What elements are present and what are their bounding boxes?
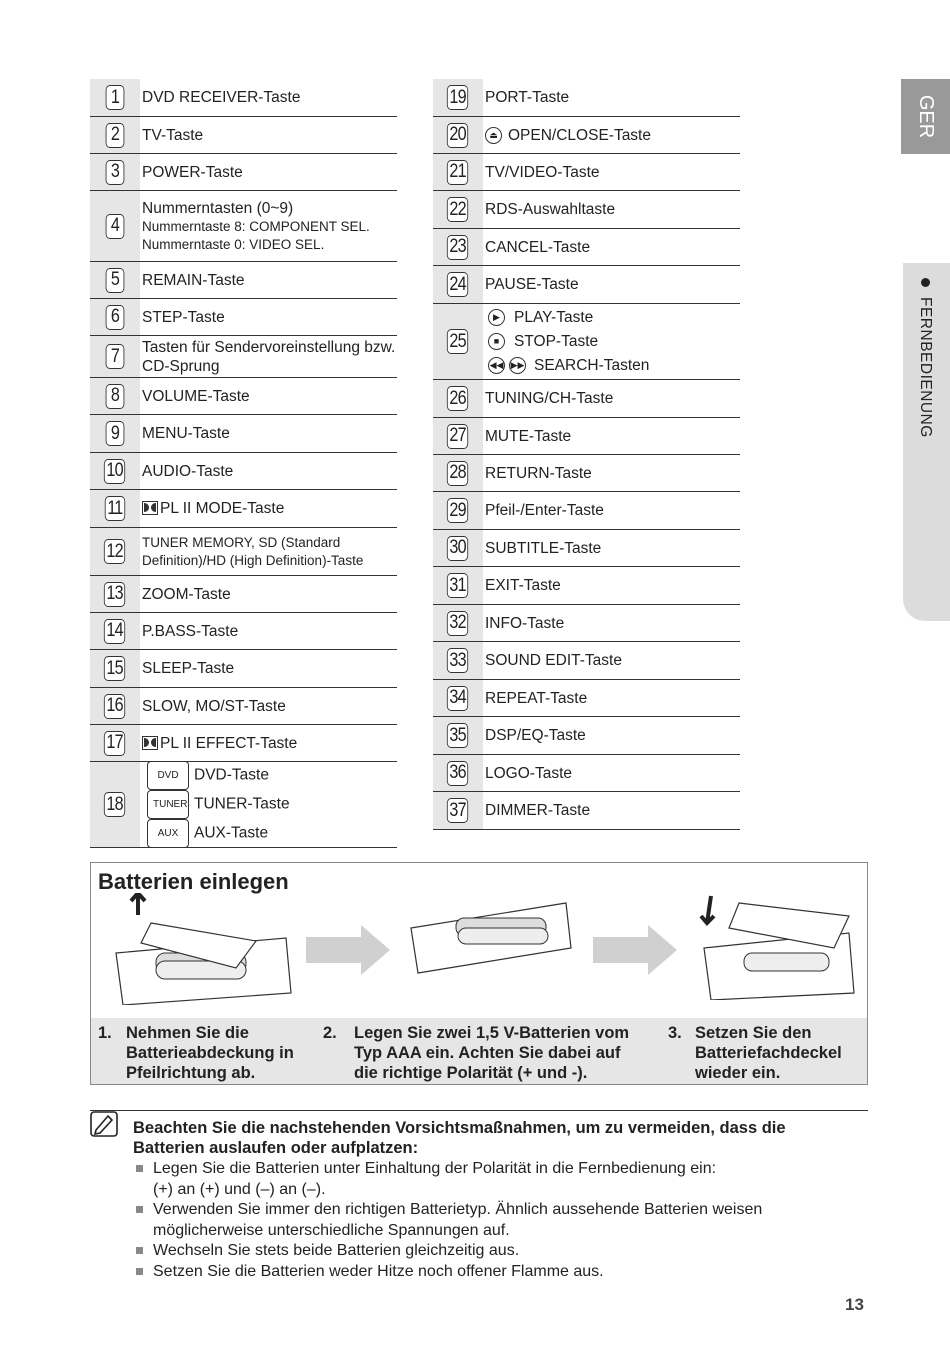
item-label: TV/VIDEO-Taste	[485, 163, 600, 181]
item-label: SOUND EDIT-Taste	[485, 652, 622, 669]
list-item	[90, 762, 397, 848]
list-item	[433, 455, 740, 492]
list-item	[90, 262, 397, 299]
item-label: SUBTITLE-Taste	[485, 539, 602, 557]
item-label: MENU-Taste	[142, 425, 230, 442]
item-label: DSP/EQ-Taste	[485, 727, 586, 744]
step-number: 2.	[323, 1024, 337, 1042]
item-number: 3	[106, 160, 125, 185]
list-item: Wechseln Sie stets beide Batterien gleichzeitig aus.	[133, 1241, 823, 1262]
item-label: PLAY-Taste	[514, 308, 594, 326]
item-label: MUTE-Taste	[485, 427, 572, 445]
item-number: 6	[106, 305, 125, 330]
list-item	[433, 492, 740, 530]
item-label: Nummerntasten (0~9)	[142, 199, 294, 217]
list-item	[433, 530, 740, 567]
list-item	[433, 418, 740, 455]
item-number: 15	[104, 656, 125, 681]
list-item	[433, 79, 740, 117]
note-section	[90, 1110, 868, 1280]
note-bullet-list	[133, 1159, 823, 1282]
language-tab-label: GER	[915, 94, 937, 139]
list-item	[90, 725, 397, 762]
list-item	[90, 191, 397, 262]
stop-icon: ■	[488, 333, 505, 350]
section-tab-label: FERNBEDIENUNG	[917, 297, 934, 438]
bullet-dot-icon	[921, 278, 930, 287]
item-number: 13	[104, 582, 125, 607]
item-label: DVD-Taste	[194, 766, 269, 784]
item-label: CD-Sprung	[142, 357, 220, 375]
rewind-icon: ◀◀	[488, 357, 505, 374]
list-item	[433, 117, 740, 154]
list-item	[433, 717, 740, 755]
item-number: 17	[104, 731, 125, 756]
item-label: POWER-Taste	[142, 163, 243, 181]
item-label: EXIT-Taste	[485, 577, 561, 594]
item-label: LOGO-Taste	[485, 764, 572, 782]
item-number: 28	[447, 461, 468, 486]
item-label: ZOOM-Taste	[142, 585, 231, 603]
item-number: 23	[447, 235, 468, 260]
list-item	[90, 576, 397, 613]
item-label: SLOW, MO/ST-Taste	[142, 697, 286, 715]
item-label: SEARCH-Tasten	[534, 356, 650, 374]
note-pencil-icon	[90, 1111, 118, 1137]
item-label: Definition)/HD (High Definition)-Taste	[142, 552, 364, 568]
item-number: 4	[106, 214, 125, 239]
item-number: 26	[447, 386, 468, 411]
item-number: 36	[447, 761, 468, 786]
item-label: REMAIN-Taste	[142, 271, 245, 289]
battery-section-title: Batterien einlegen	[98, 869, 289, 894]
list-item	[433, 191, 740, 229]
item-number: 8	[106, 384, 125, 409]
item-label: REPEAT-Taste	[485, 689, 588, 707]
item-number: 29	[447, 498, 468, 523]
list-item	[90, 453, 397, 490]
item-sublabel: Nummerntaste 8: COMPONENT SEL.	[142, 218, 370, 234]
tuner-key-icon: TUNER	[147, 790, 189, 819]
dolby-icon	[142, 736, 158, 750]
list-item	[433, 605, 740, 642]
step-item	[316, 1018, 661, 1084]
item-sublabel: Nummerntaste 0: VIDEO SEL.	[142, 236, 325, 252]
fast-forward-icon: ▶▶	[509, 357, 526, 374]
list-item	[90, 415, 397, 453]
list-item	[90, 154, 397, 191]
list-item	[433, 567, 740, 605]
item-number: 21	[447, 160, 468, 185]
item-number: 31	[447, 573, 468, 598]
step-text: Legen Sie zwei 1,5 V-Batterien vom Typ AAA ein. Achten Sie dabei auf die richtige Polarität (+ und -).	[354, 1024, 630, 1082]
list-item	[433, 229, 740, 266]
list-item	[90, 79, 397, 117]
item-label: RDS-Auswahltaste	[485, 201, 616, 218]
item-number: 11	[105, 496, 125, 521]
list-item	[90, 688, 397, 725]
item-number: 16	[104, 694, 125, 719]
arrow-right-icon	[306, 925, 390, 975]
item-label: P.BASS-Taste	[142, 622, 239, 640]
item-number: 30	[447, 536, 468, 561]
item-label: AUX-Taste	[194, 824, 269, 842]
section-tab	[903, 263, 950, 621]
remote-open-cover-illustration	[111, 893, 301, 1005]
item-number: 9	[106, 421, 125, 446]
play-icon: ▶	[488, 309, 505, 326]
item-number: 12	[104, 539, 125, 564]
aux-key-icon: AUX	[147, 819, 189, 848]
step-text: Nehmen Sie die Batterieabdeckung in Pfeilrichtung ab.	[126, 1024, 294, 1082]
item-label: RETURN-Taste	[485, 464, 592, 482]
list-item	[90, 613, 397, 650]
list-item	[433, 755, 740, 792]
item-label: DVD RECEIVER-Taste	[142, 89, 301, 106]
page-number: 13	[845, 1295, 864, 1314]
language-tab	[901, 79, 950, 154]
list-item	[90, 336, 397, 378]
item-number: 10	[104, 459, 125, 484]
item-number: 1	[106, 85, 125, 110]
item-number: 18	[104, 792, 125, 817]
arrow-right-icon	[593, 925, 677, 975]
step-item	[91, 1018, 316, 1084]
note-heading: Beachten Sie die nachstehenden Vorsichtsmaßnahmen, um zu vermeiden, dass die Batterien auslaufen oder aufplatzen:	[133, 1119, 786, 1157]
item-label: Pfeil-/Enter-Taste	[485, 502, 604, 519]
item-label: VOLUME-Taste	[142, 387, 250, 405]
item-label: TUNER-Taste	[194, 795, 290, 813]
list-item	[90, 299, 397, 336]
list-item	[90, 378, 397, 415]
list-item	[433, 304, 740, 380]
item-label: DIMMER-Taste	[485, 802, 591, 819]
item-number: 2	[106, 123, 125, 148]
item-label: AUDIO-Taste	[142, 462, 234, 480]
item-number: 25	[447, 329, 468, 354]
battery-section	[90, 862, 868, 1085]
remote-close-cover-illustration	[699, 888, 859, 1000]
list-item: Setzen Sie die Batterien weder Hitze noch offener Flamme aus.	[133, 1262, 823, 1283]
battery-steps	[91, 1018, 867, 1084]
item-number: 7	[106, 344, 125, 369]
item-label: TV-Taste	[142, 126, 204, 144]
item-label: PAUSE-Taste	[485, 276, 579, 293]
list-item	[90, 528, 397, 576]
dolby-icon	[142, 501, 158, 515]
item-number: 14	[104, 619, 125, 644]
step-number: 1.	[98, 1024, 112, 1042]
item-label: PL II EFFECT-Taste	[160, 734, 298, 752]
list-item	[433, 266, 740, 304]
item-label: TUNING/CH-Taste	[485, 390, 614, 407]
item-label: Tasten für Sendervoreinstellung bzw.	[142, 338, 396, 356]
item-number: 24	[447, 272, 468, 297]
list-item	[433, 380, 740, 418]
item-label: PL II MODE-Taste	[160, 500, 285, 517]
eject-icon: ⏏	[485, 127, 502, 144]
dvd-key-icon: DVD	[147, 761, 189, 790]
item-label: INFO-Taste	[485, 614, 565, 632]
item-label: TUNER MEMORY, SD (Standard	[142, 534, 341, 550]
list-item	[90, 117, 397, 154]
list-item: Verwenden Sie immer den richtigen Batterietyp. Ähnlich aussehende Batterien weisen möglicherweise unterschiedliche Spannungen auf.	[133, 1200, 783, 1241]
step-number: 3.	[668, 1024, 682, 1042]
item-label: SLEEP-Taste	[142, 660, 235, 677]
item-number: 22	[447, 197, 468, 222]
list-item	[433, 792, 740, 830]
item-label: STEP-Taste	[142, 308, 225, 326]
list-item	[433, 642, 740, 680]
item-label: OPEN/CLOSE-Taste	[508, 126, 651, 144]
button-list-left	[90, 79, 397, 848]
item-label: STOP-Taste	[514, 332, 599, 350]
list-item: Legen Sie die Batterien unter Einhaltung der Polarität in die Fernbedienung ein: (+) an (+) und (–) an (–).	[133, 1159, 733, 1200]
item-number: 37	[447, 798, 468, 823]
item-label: CANCEL-Taste	[485, 238, 591, 256]
remote-batteries-illustration	[406, 893, 576, 1005]
item-number: 27	[447, 424, 468, 449]
item-number: 5	[106, 268, 125, 293]
item-number: 20	[447, 123, 468, 148]
list-item	[90, 650, 397, 688]
list-item	[433, 154, 740, 191]
item-label: PORT-Taste	[485, 89, 570, 106]
step-text: Setzen Sie den Batteriefachdeckel wieder ein.	[695, 1024, 842, 1082]
button-list-right	[433, 79, 740, 830]
item-number: 33	[447, 648, 468, 673]
item-number: 34	[447, 686, 468, 711]
list-item	[433, 680, 740, 717]
item-number: 35	[447, 723, 468, 748]
item-number: 19	[447, 85, 468, 110]
item-number: 32	[447, 611, 468, 636]
step-item	[661, 1018, 866, 1084]
list-item	[90, 490, 397, 528]
